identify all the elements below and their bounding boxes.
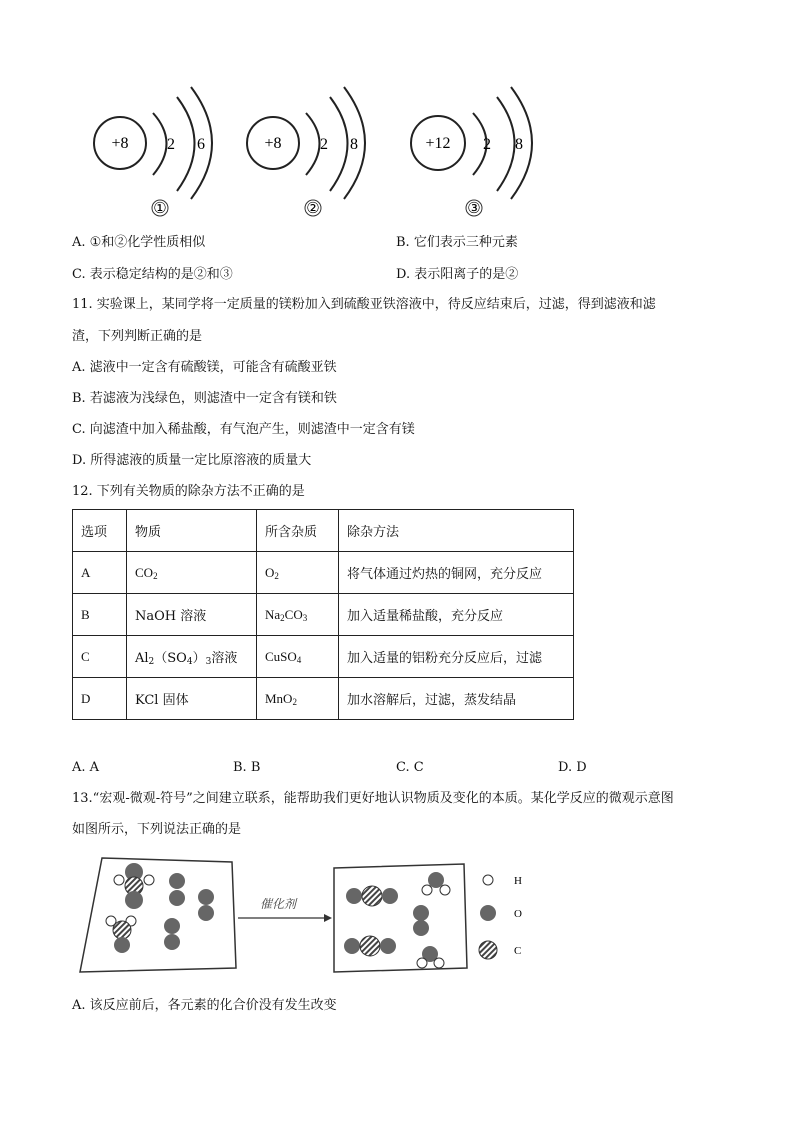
atom-diagram-2 [247, 87, 365, 217]
catalyst-label: 催化剂 [260, 897, 297, 911]
q12-answer-a: A. A [72, 760, 100, 775]
q11-stem-line2: 渣，下列判断正确的是 [72, 329, 203, 344]
row-substance: $CO_2$ [127, 552, 257, 594]
header-substance: 物质 [127, 510, 257, 552]
diagram-label-1: ① [153, 199, 167, 217]
row-impurity: $O_2$ [257, 552, 339, 594]
q12-answer-b: B. B [233, 760, 261, 775]
header-method: 除杂方法 [339, 510, 574, 552]
header-impurity: 所含杂质 [257, 510, 339, 552]
table-row [73, 552, 574, 594]
q12-answer-c: C. C [396, 760, 424, 775]
q12-stem: 12. 下列有关物质的除杂方法不正确的是 [72, 484, 305, 499]
q13-stem-line1: 13.“宏观-微观-符号”之间建立联系，能帮助我们更好地认识物质及变化的本质。某化学反应的微观示意图 [72, 791, 674, 806]
row-option: B [73, 594, 127, 636]
row-method: 将气体通过灼热的铜网，充分反应 [339, 552, 574, 594]
row-impurity: $Na_2CO_3$ [257, 594, 339, 636]
nucleus-charge-2: +8 [264, 135, 282, 152]
nucleus-charge-3: +12 [425, 135, 451, 152]
shell-electrons-2b: 8 [350, 136, 358, 153]
reactant-molecules [106, 863, 214, 953]
purification-table [72, 509, 574, 720]
q11-option-c: C. 向滤渣中加入稀盐酸，有气泡产生，则滤渣中一定含有镁 [72, 422, 415, 437]
atom-diagram-3 [411, 87, 532, 217]
q11-option-d: D. 所得滤液的质量一定比原溶液的质量大 [72, 453, 312, 468]
table-header-row [73, 510, 574, 552]
q11-stem-line1: 11. 实验课上，某同学将一定质量的镁粉加入到硫酸亚铁溶液中，待反应结束后，过滤，得到滤液和滤 [72, 297, 656, 312]
q11-option-a: A. 滤液中一定含有硫酸镁，可能含有硫酸亚铁 [72, 360, 337, 375]
row-impurity: MnO$_2$ [257, 678, 339, 720]
row-option: A [73, 552, 127, 594]
row-option: C [73, 636, 127, 678]
q12-answer-d: D. D [558, 760, 587, 775]
q10-option-c: C. 表示稳定结构的是②和③ [72, 267, 233, 282]
row-method: 加水溶解后，过滤，蒸发结晶 [339, 678, 574, 720]
atom-legend [479, 875, 522, 959]
header-option: 选项 [73, 510, 127, 552]
row-method: 加入适量稀盐酸，充分反应 [339, 594, 574, 636]
row-option: D [73, 678, 127, 720]
nucleus-charge-1: +8 [111, 135, 129, 152]
shell-electrons-3b: 8 [515, 136, 523, 153]
legend-o: O [514, 908, 522, 920]
reaction-micro-diagram [72, 850, 542, 980]
legend-c: C [514, 945, 522, 957]
q13-option-a: A. 该反应前后，各元素的化合价没有发生改变 [72, 998, 337, 1013]
row-substance: NaOH 溶液 [127, 594, 257, 636]
table-row [73, 636, 574, 678]
products-box [334, 864, 467, 972]
product-molecules [344, 872, 450, 968]
shell-electrons-1a: 2 [167, 136, 175, 153]
diagram-label-3: ③ [467, 199, 481, 217]
row-method: 加入适量的铝粉充分反应后，过滤 [339, 636, 574, 678]
q10-option-a: A. ①和②化学性质相似 [72, 235, 206, 250]
row-impurity: CuSO$_4$ [257, 636, 339, 678]
diagram-label-2: ② [306, 199, 320, 217]
shell-electrons-2a: 2 [320, 136, 328, 153]
atom-structure-diagrams [80, 75, 560, 225]
q10-option-b: B. 它们表示三种元素 [396, 235, 518, 250]
shell-electrons-3a: 2 [483, 136, 491, 153]
row-substance: KCl 固体 [127, 678, 257, 720]
row-substance: $Al_2(SO_4)_3$溶液 [127, 636, 257, 678]
table-row [73, 678, 574, 720]
q11-option-b: B. 若滤液为浅绿色，则滤渣中一定含有镁和铁 [72, 391, 337, 406]
atom-diagram-1 [94, 87, 212, 217]
shell-electrons-1b: 6 [197, 136, 205, 153]
legend-h: H [514, 875, 522, 887]
q13-stem-line2: 如图所示，下列说法正确的是 [72, 822, 242, 837]
q10-option-d: D. 表示阳离子的是② [396, 267, 519, 282]
table-row [73, 594, 574, 636]
